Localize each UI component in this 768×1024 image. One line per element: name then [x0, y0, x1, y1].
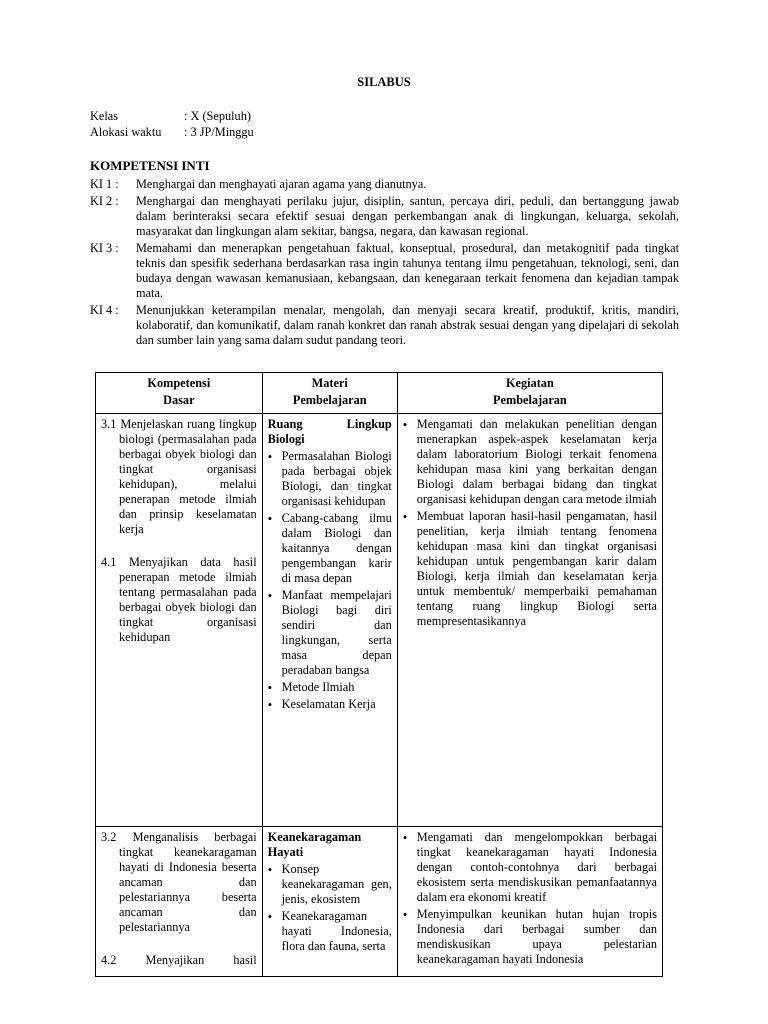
class-info	[90, 109, 254, 141]
materi-cell	[262, 827, 397, 977]
header-line: Materi	[311, 376, 348, 390]
kd-text: Menyajikan data hasil penerapan metode ilmiah tentang permasalahan pada berbagai obyek biologi dan tingkat organisasi kehidupan	[119, 555, 257, 644]
ki-item	[90, 194, 679, 239]
kd-text: Menganalisis berbagai tingkat keanekaragaman hayati di Indonesia beserta ancaman dan pelestariannya beserta ancaman dan pelestariannya	[119, 830, 257, 934]
header-kegiatan	[397, 373, 662, 414]
spacer	[101, 935, 257, 953]
ki-text: Menghargai dan menghayati ajaran agama yang dianutnya.	[136, 177, 427, 191]
kegiatan-cell	[397, 414, 662, 827]
ki-text: Menunjukkan keterampilan menalar, mengolah, dan menyaji secara kreatif, produktif, kritis, mandiri, kolaboratif, dan komunikatif, dalam ranah konkret dan ranah abstrak sesuai dengan yang dipelajari di sekolah dan sumber lain yang sama dalam sudut pandang teori.	[136, 303, 679, 347]
list-item: • Keselamatan Kerja	[268, 697, 392, 712]
meta-value: : X (Sepuluh)	[184, 109, 251, 123]
materi-list	[268, 449, 392, 712]
meta-label: Kelas	[90, 109, 118, 123]
ki-code: KI 1 :	[90, 177, 119, 191]
section-heading-ki: KOMPETENSI INTI	[90, 158, 210, 173]
ki-code: KI 2 :	[90, 194, 119, 208]
ki-code: KI 4 :	[90, 303, 119, 317]
syllabus-table	[95, 372, 663, 977]
kd-cell	[96, 414, 263, 827]
table-row	[96, 414, 663, 827]
kd-number: 4.2	[101, 953, 117, 967]
kd-item	[101, 830, 257, 935]
table-row	[96, 827, 663, 977]
list-item: • Keanekaragaman hayati Indonesia, flora dan fauna, serta	[268, 909, 392, 954]
ki-code: KI 3 :	[90, 241, 119, 255]
kd-text: Menyajikan hasil	[145, 953, 257, 967]
kd-item	[101, 555, 257, 645]
header-line: Dasar	[163, 393, 195, 407]
list-item: • Permasalahan Biologi pada berbagai objek Biologi, dan tingkat organisasi kehidupan	[268, 449, 392, 509]
materi-title: Biologi	[267, 432, 305, 446]
kegiatan-cell	[397, 827, 662, 977]
ki-text: Menghargai dan menghayati perilaku jujur, disiplin, santun, percaya diri, peduli, dan bertanggung jawab dalam berinteraksi secara efektif sesuai dengan perkembangan anak di lingkungan, keluarga, sekolah, masyarakat dan lingkungan alam sekitar, bangsa, negara, dan kawasan regional.	[136, 194, 679, 238]
spacer	[101, 537, 257, 555]
table-header-row	[96, 373, 663, 414]
list-item: • Mengamati dan melakukan penelitian dengan menerapkan aspek-aspek keselamatan kerja dalam laboratorium Biologi terkait fenomena kehidupan masa kini yang berkaitan dengan Biologi dalam berbagai bidang dan tingkat organisasi kehidupan dengan cara metode ilmiah	[403, 417, 657, 507]
ki-text: Memahami dan menerapkan pengetahuan faktual, konseptual, prosedural, dan metakognitif pada tingkat teknis dan spesifik sederhana berdasarkan rasa ingin tahunya tentang ilmu pengetahuan, teknologi, seni, dan budaya dengan wawasan kemanusiaan, kebangsaan, dan kenegaraan terkait fenomena dan kejadian tampak mata.	[136, 241, 679, 300]
list-item: • Konsep keanekaragaman gen, jenis, ekosistem	[268, 862, 392, 907]
list-item: • Manfaat mempelajari Biologi bagi diri sendiri dan lingkungan, serta masa depan peradaban bangsa	[268, 588, 392, 678]
list-item: • Menyimpulkan keunikan hutan hujan tropis Indonesia dari berbagai sumber dan mendiskusikan upaya pelestarian keanekaragaman hayati Indonesia	[403, 907, 657, 967]
kd-number: 3.2	[101, 830, 117, 844]
meta-row-time	[90, 125, 254, 141]
ki-item	[90, 241, 679, 301]
ki-item	[90, 177, 679, 192]
ki-list	[90, 177, 679, 350]
header-kompetensi-dasar	[96, 373, 263, 414]
meta-label: Alokasi waktu	[90, 125, 162, 139]
materi-title: Ruang Lingkup	[267, 417, 392, 431]
header-line: Pembelajaran	[493, 393, 567, 407]
ki-item	[90, 303, 679, 348]
header-line: Kompetensi	[147, 376, 211, 390]
kd-number: 4.1	[101, 555, 117, 569]
kegiatan-list	[403, 830, 657, 967]
meta-value: : 3 JP/Minggu	[184, 125, 254, 139]
document-title: SILABUS	[357, 75, 411, 89]
meta-row-class	[90, 109, 254, 125]
kd-item	[101, 953, 257, 968]
list-item: • Metode Ilmiah	[268, 680, 392, 695]
header-line: Pembelajaran	[292, 393, 367, 407]
header-line: Kegiatan	[505, 376, 554, 390]
kd-item	[101, 417, 257, 537]
kd-number: 3.1	[101, 417, 117, 431]
materi-title: Keanekaragaman	[267, 830, 362, 844]
kd-text: Menjelaskan ruang lingkup biologi (permasalahan pada berbagai obyek biologi dan tingkat organisasi kehidupan), melalui penerapan metode ilmiah dan prinsip keselamatan kerja	[119, 417, 257, 536]
kd-cell	[96, 827, 263, 977]
materi-list	[268, 862, 392, 954]
list-item: • Membuat laporan hasil-hasil pengamatan, hasil penelitian, kerja ilmiah tentang fenomena kehidupan masa kini dan tingkat organisasi kehidupan untuk pengembangan karir dalam Biologi, kerja ilmiah dan keselamatan kerja untuk membentuk/ memperbaiki pemahaman tentang ruang lingkup Biologi serta mempresentasikannya	[403, 509, 657, 629]
list-item: • Cabang-cabang ilmu dalam Biologi dan kaitannya dengan pengembangan karir di masa depan	[268, 511, 392, 586]
materi-cell	[262, 414, 397, 827]
kegiatan-list	[403, 417, 657, 629]
list-item: • Mengamati dan mengelompokkan berbagai tingkat keanekaragaman hayati Indonesia dengan contoh-contohnya dari berbagai ekosistem serta mendiskusikan pemanfaatannya dalam era ekonomi kreatif	[403, 830, 657, 905]
materi-title: Hayati	[267, 845, 304, 859]
header-materi	[262, 373, 397, 414]
